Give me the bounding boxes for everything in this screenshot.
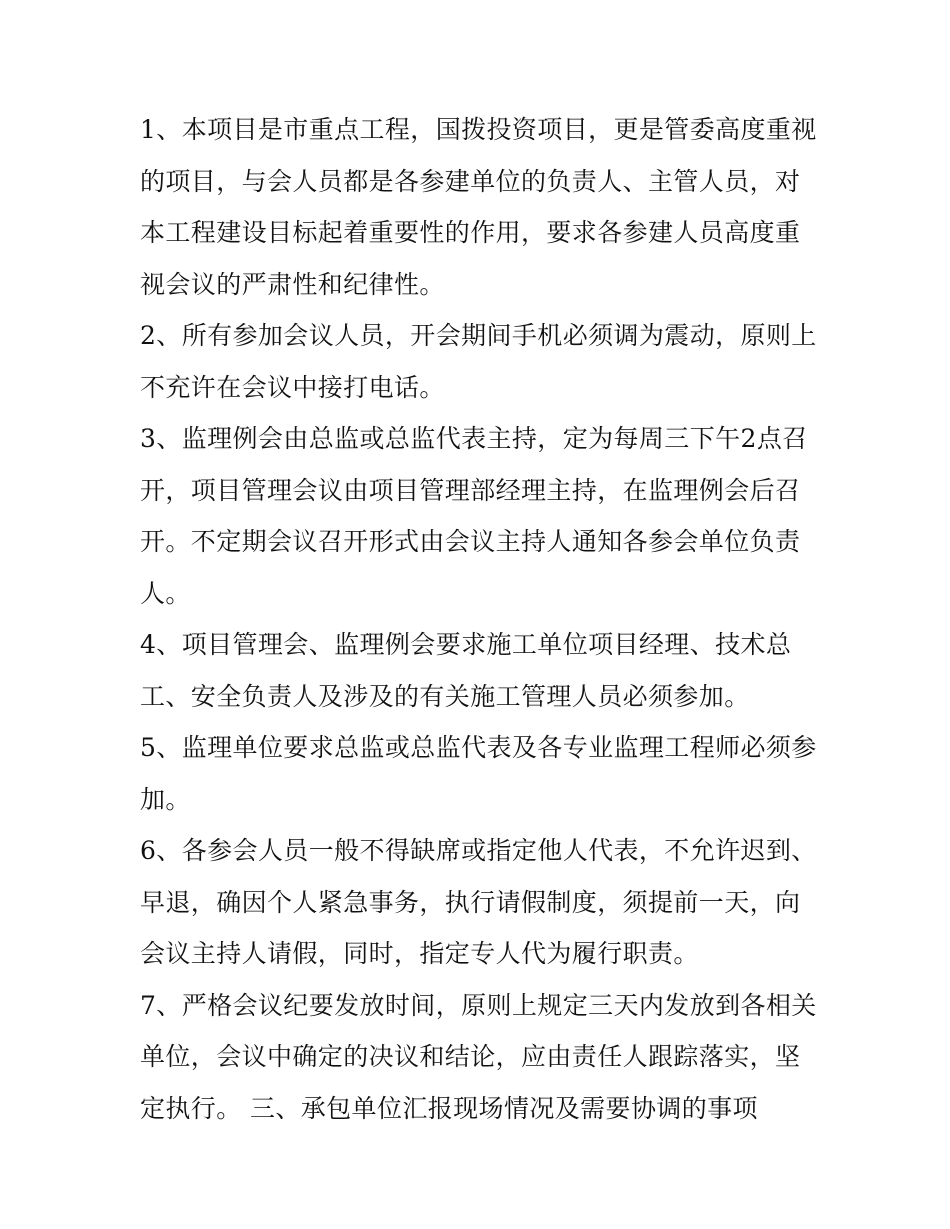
paragraph-5: 5、监理单位要求总监或总监代表及各专业监理工程师必须参加。 bbox=[140, 733, 817, 814]
paragraph-2: 2、所有参加会议人员，开会期间手机必须调为震动，原则上不充许在会议中接打电话。 bbox=[140, 321, 817, 402]
paragraph-6: 6、各参会人员一般不得缺席或指定他人代表，不允许迟到、早退，确因个人紧急事务，执行请假制度，须提前一天，向会议主持人请假，同时，指定专人代为履行职责。 bbox=[140, 836, 817, 968]
paragraph-7: 7、严格会议纪要发放时间，原则上规定三天内发放到各相关单位，会议中确定的决议和结论，应由责任人跟踪落实，坚定执行。 三、承包单位汇报现场情况及需要协调的事项 bbox=[140, 990, 817, 1123]
paragraph-1: 1、本项目是市重点工程，国拨投资项目，更是管委高度重视的项目，与会人员都是各参建单位的负责人、主管人员，对本工程建设目标起着重要性的作用，要求各参建人员高度重视会议的严肃性和纪律性。 bbox=[140, 115, 817, 299]
document-body bbox=[140, 104, 820, 1134]
paragraph-3: 3、监理例会由总监或总监代表主持，定为每周三下午2点召开，项目管理会议由项目管理部经理主持，在监理例会后召开。不定期会议召开形式由会议主持人通知各参会单位负责人。 bbox=[140, 424, 808, 608]
paragraph-4: 4、项目管理会、监理例会要求施工单位项目经理、技术总工、安全负责人及涉及的有关施工管理人员必须参加。 bbox=[140, 630, 792, 711]
